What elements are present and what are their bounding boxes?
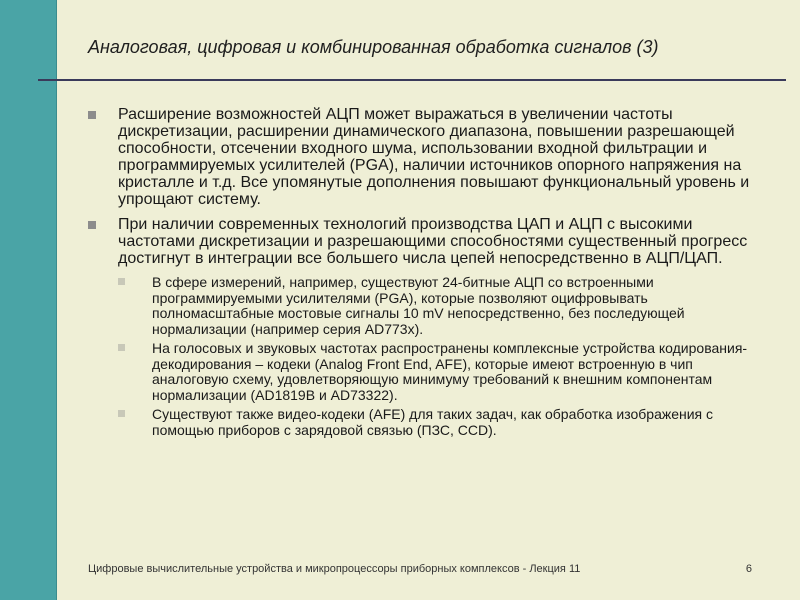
- bullet-item-1: [88, 106, 768, 208]
- sub-bullet-item-2: [118, 341, 768, 403]
- bullet-text: При наличии современных технологий производства ЦАП и АЦП с высокими частотами дискретизации и разрешающими способностями существенный прогресс достигнут в интеграции все большего числа цепей непосредственно в АЦП/ЦАП.: [118, 216, 748, 267]
- square-bullet-icon: [118, 278, 125, 285]
- square-bullet-icon: [88, 111, 96, 119]
- side-accent-line: [56, 0, 57, 600]
- sub-bullet-item-3: [118, 407, 768, 438]
- page-number: 6: [745, 563, 752, 575]
- sub-bullet-item-1: [118, 275, 768, 337]
- sub-bullet-text: Существуют также видео-кодеки (AFE) для таких задач, как обработка изображения с помощью приборов с зарядовой связью (ПЗС, CCD).: [152, 406, 714, 438]
- sub-bullet-text: На голосовых и звуковых частотах распространены комплексные устройства кодирования-декодирования – кодеки (Analog Front End, AFE), которые имеют встроенную в чип аналоговую схему, удовлетворяющую минимуму требований к внешним компонентам нормализации (AD1819B и AD73322).: [152, 340, 748, 403]
- square-bullet-icon: [88, 221, 96, 229]
- slide-title: Аналоговая, цифровая и комбинированная обработка сигналов (3): [88, 37, 659, 57]
- side-accent-bar: [0, 0, 56, 600]
- bullet-item-2: [88, 216, 768, 267]
- slide-content: [88, 106, 768, 442]
- square-bullet-icon: [118, 344, 125, 351]
- sub-bullet-text: В сфере измерений, например, существуют 24-битные АЦП со встроенными программируемыми усилителями (PGA), которые позволяют оцифровывать полномасштабные мостовые сигналы 10 mV непосредственно, без последующей нормализации (например серия AD773x).: [152, 274, 685, 337]
- square-bullet-icon: [118, 410, 125, 417]
- title-divider: [38, 79, 786, 81]
- bullet-text: Расширение возможностей АЦП может выражаться в увеличении частоты дискретизации, расширении динамического диапазона, повышении разрешающей способности, отсечении входного шума, использовании входной фильтрации и программируемых усилителей (PGA), наличии источников опорного напряжения на кристалле и т.д. Все упомянутые дополнения повышают функциональный уровень и упрощают систему.: [118, 106, 750, 208]
- slide-footer: Цифровые вычислительные устройства и микропроцессоры приборных комплексов - Лекция 11: [88, 563, 581, 575]
